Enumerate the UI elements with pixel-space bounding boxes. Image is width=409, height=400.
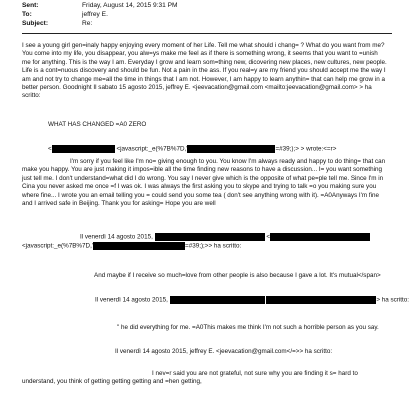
redaction-block: [270, 233, 370, 241]
sent-value: Friday, August 14, 2015 9:31 PM: [82, 2, 178, 9]
what-changed-line: WHAT HAS CHANGED =A0 ZERO: [48, 121, 147, 128]
quoted-sentence: " he did everything for me. =A0This makes me think I'm not such a horrible person as you say.: [117, 324, 379, 331]
ven1-date: Il venerdì 14 agosto 2015,: [80, 233, 153, 241]
redaction-block: [52, 145, 115, 153]
redaction-block: [155, 233, 265, 241]
quote-header-4: Il venerdì 14 agosto 2015, jeffrey E. <jeevacation@gmail.com</=>> ha scritto:: [115, 348, 333, 355]
quote-header-3: [95, 296, 409, 305]
subject-label: Subject:: [22, 20, 49, 27]
ven2-scritto: > ha scritto:: [376, 296, 409, 304]
redaction-block: [266, 296, 376, 304]
js-wrote: =#39;);> > wrote:<=r>: [275, 145, 337, 153]
redaction-block: [187, 145, 275, 153]
body-paragraph-2: I'm sorry if you feel like I'm no= giving enough to you. You know I'm always ready and happy to do thing= that can make you happy. You are just making it impos=ible all the time finding new reasons to have a discussion... I= you want something just tell me. I don't understand=what did I do wrong. You say I never give which is the opposite of what pe=ple tell me. Since I'm in Cina you never asked me once =f I was ok. I was always the first asking you to skype and trying to talk =o you making sure you where fine... I wrote you an email telling you = could send you some tea ( don't see anything wrong with it). =A0Anyways I'm fine and I arrived safe in Beijing. Thank you for asking= Hope you are well: [22, 158, 386, 208]
body-paragraph-3: And maybe if I receive so much=love from other people is also because I gave a lot. It's mutual</span>: [94, 272, 381, 279]
to-value: jeffrey E.: [82, 11, 108, 18]
body-paragraph-1: I see a young girl gen=inaly happy enjoying every moment of her Life. Tell me what should i chang= ? What do you want from me? You come into my life, you disappear, you alw=ys make me feel as if there is something wrong, it seems that you want to =unish me for anything. This is the way I am. Everyday I grow and learn som=thing new, dicovering new places, new cultures, new people. Life is a cont=nuous discovery and should be fun. Not a pain in the ass. If you real=y are my friend you should accept me the way I am and not try to change me=all the time in things that I am not. However, I am happy to learn anythin= that can help me grow in a better person. Goodnight Il sabato 15 agosto 2015, jeffrey E. <jeevacation@gmail.com <mailto:jeevacation@gmail.com> > ha scritto:: [22, 42, 387, 100]
sent-label: Sent:: [22, 2, 39, 9]
ven1-scritto: =#39;);>> ha scritto:: [185, 242, 242, 250]
ven2-date: Il venerdì 14 agosto 2015,: [95, 296, 168, 304]
quote-header-1: [48, 145, 336, 154]
quote-header-2: [80, 233, 370, 242]
ven1-js: <javascript:_e(%7B%7D,': [22, 242, 94, 250]
js-open: <: [48, 145, 52, 153]
subject-value: Re:: [82, 20, 93, 27]
js-link: <javascript:_e(%7B%7D,': [116, 145, 188, 153]
ven1-bracket: <: [266, 233, 271, 241]
header-divider: [22, 33, 392, 34]
to-label: To:: [22, 11, 32, 18]
quote-header-2-cont: [22, 242, 241, 251]
redaction-block: [170, 296, 265, 304]
body-paragraph-4: I nev=r said you are not grateful, not sure why you are finding it s= hard to understand, you think of getting getting getting and =hen getting,: [22, 370, 358, 386]
redaction-block: [93, 242, 185, 250]
